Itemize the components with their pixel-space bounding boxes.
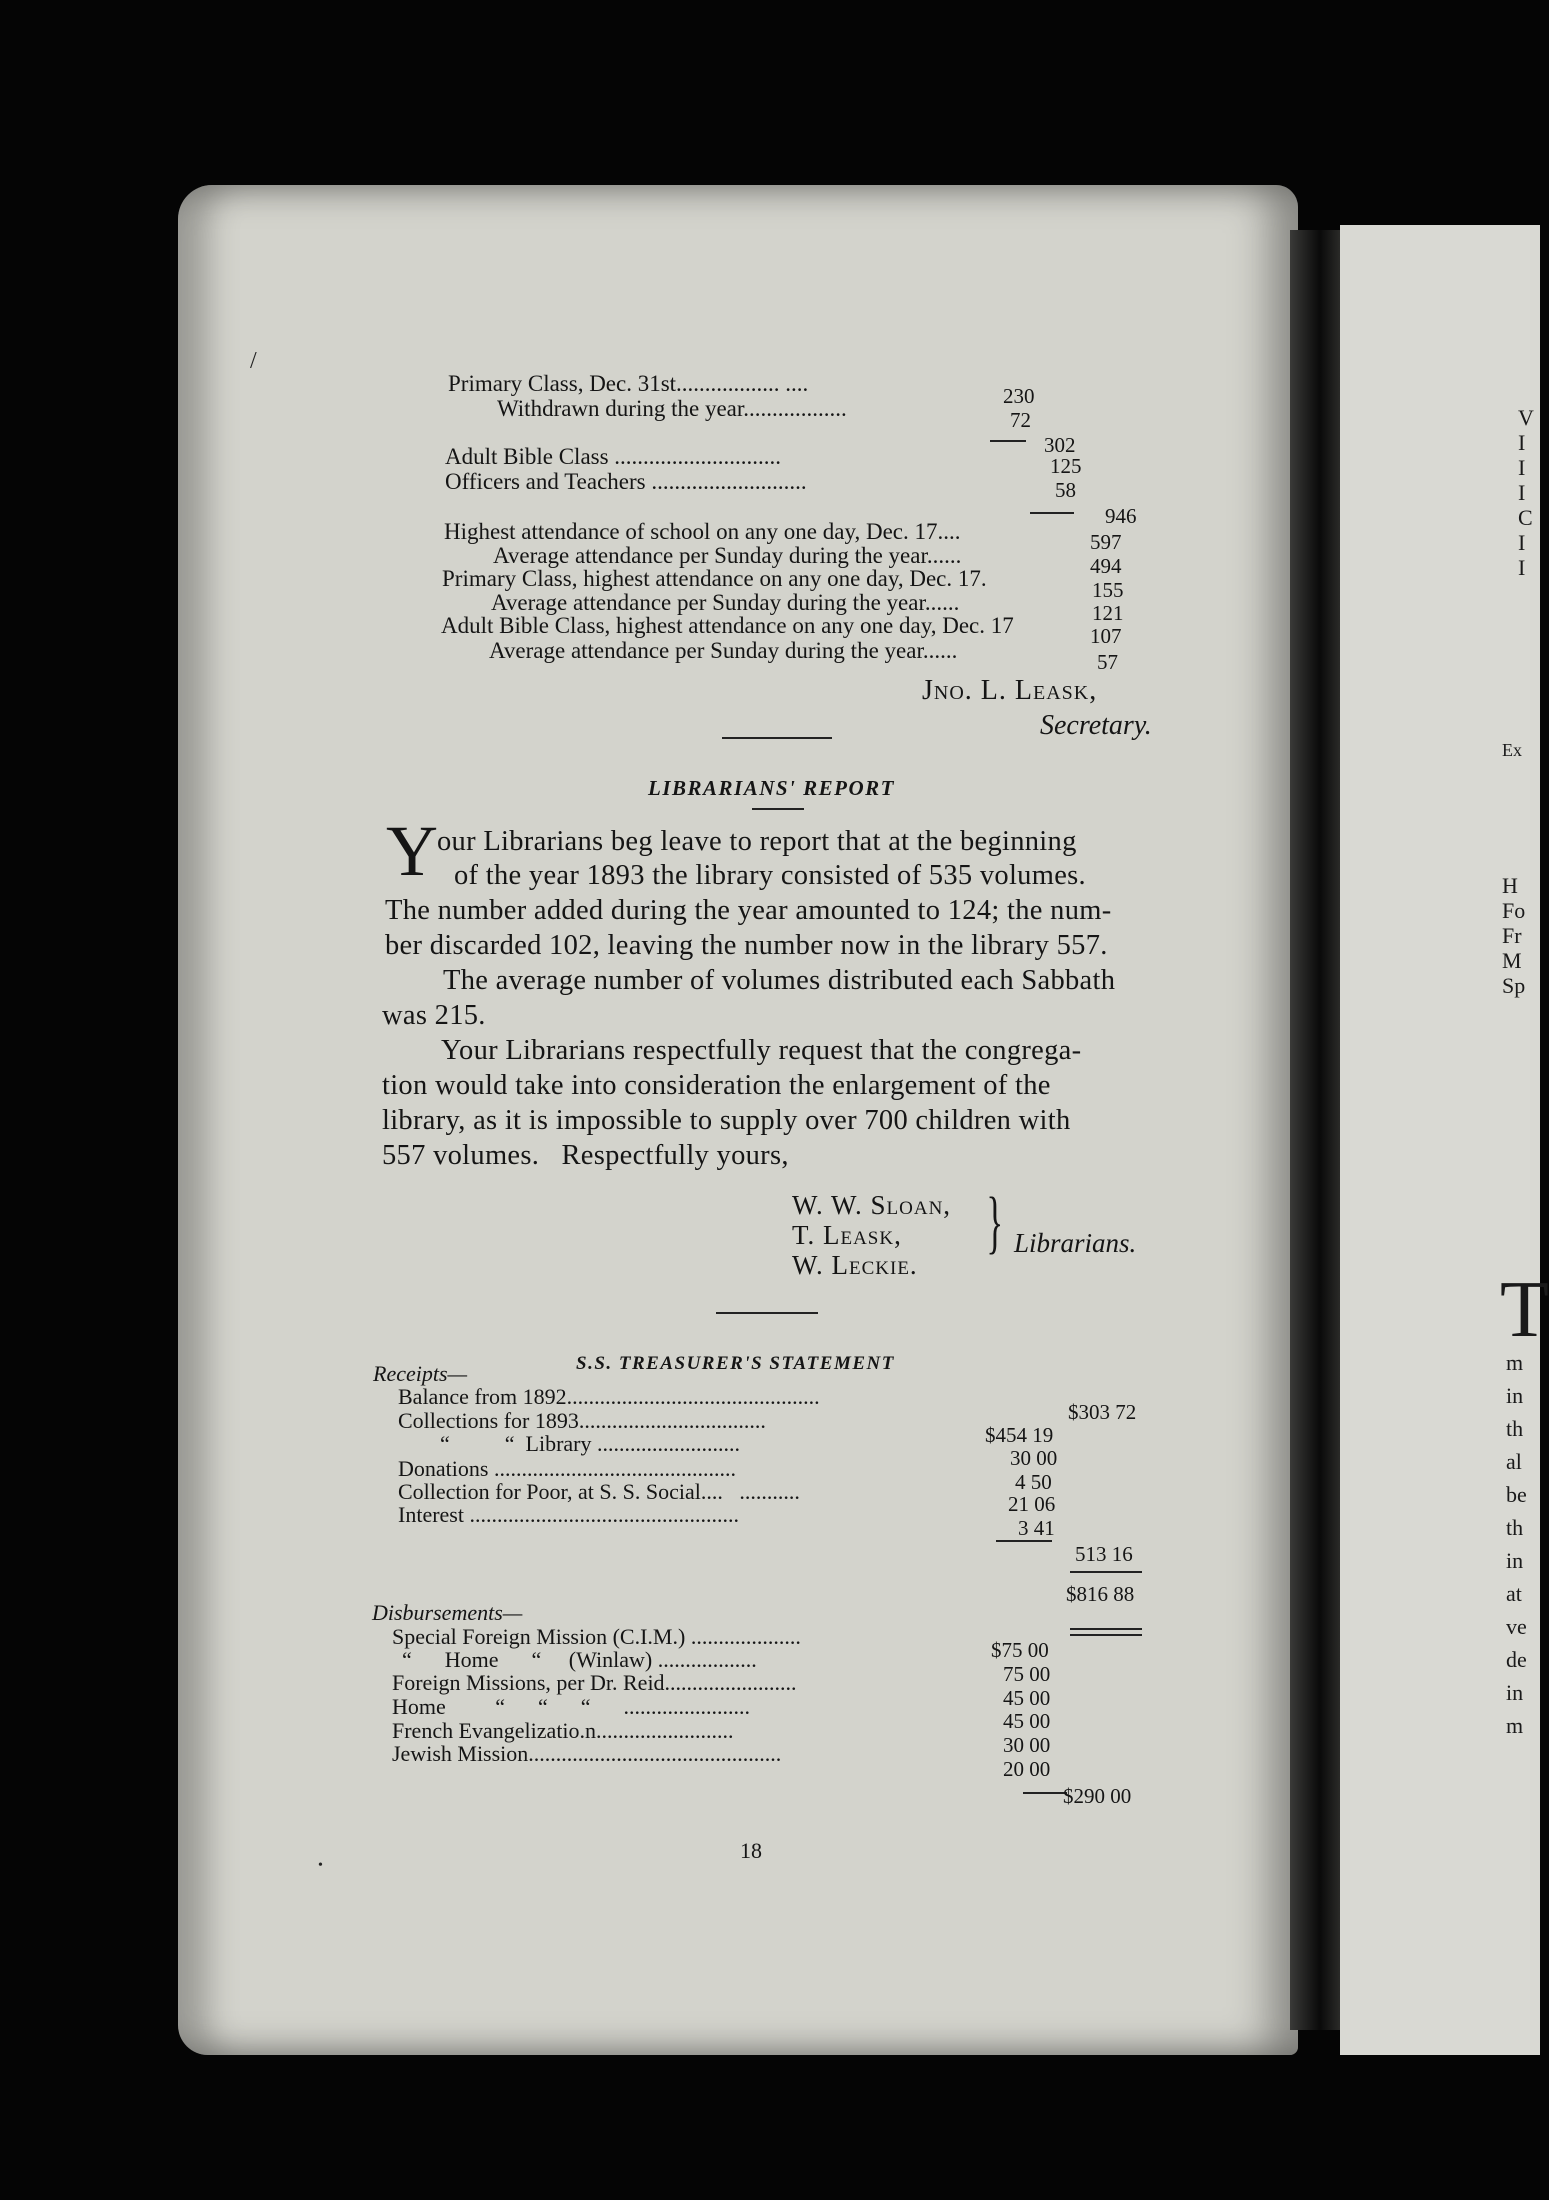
stat-value: 121 — [1092, 601, 1124, 625]
stat-value: 125 — [1050, 454, 1082, 478]
stat-label: Average attendance per Sunday during the year...... — [489, 638, 958, 663]
right-page-fragment: be — [1506, 1482, 1527, 1507]
librarian-signer: W. Leckie. — [792, 1250, 918, 1280]
stat-label: Adult Bible Class, highest attendance on any one day, Dec. 17 — [441, 613, 1014, 638]
paragraph-line: of the year 1893 the library consisted of 535 volumes. — [454, 860, 1086, 891]
double-rule — [1070, 1628, 1142, 1630]
receipt-label: Collection for Poor, at S. S. Social.... ........... — [398, 1479, 800, 1504]
right-page-fragment: in — [1506, 1548, 1524, 1573]
right-page-fragment: de — [1506, 1647, 1527, 1672]
right-page-fragment: th — [1506, 1515, 1524, 1540]
right-page-fragment: in — [1506, 1383, 1524, 1408]
stat-label: Withdrawn during the year.................. — [497, 396, 847, 421]
sum-rule — [990, 440, 1026, 442]
receipts-subtotal: 513 16 — [1075, 1542, 1133, 1566]
receipt-label: Donations ............................................ — [398, 1456, 736, 1481]
paragraph-line: library, as it is impossible to supply over 700 children with — [382, 1105, 1071, 1136]
disbursement-label: Special Foreign Mission (C.I.M.) .................... — [392, 1624, 801, 1649]
secretary-name: Jno. L. Leask, — [922, 675, 1098, 706]
disbursement-amount: 45 00 — [1003, 1686, 1051, 1710]
brace-bracket: } — [986, 1184, 1004, 1261]
disbursements-label: Disbursements— — [372, 1600, 523, 1625]
receipt-label: Balance from 1892.............................................. — [398, 1384, 820, 1409]
book-gutter — [1290, 230, 1340, 2030]
librarians-role: Librarians. — [1014, 1228, 1137, 1258]
stat-value: 597 — [1090, 530, 1122, 554]
paragraph-line: Your Librarians respectfully request that the congrega- — [441, 1035, 1082, 1066]
section-divider — [716, 1312, 818, 1314]
section-heading: S.S. TREASURER'S STATEMENT — [576, 1353, 895, 1374]
right-page-fragment: in — [1506, 1680, 1524, 1705]
pencil-mark: / — [250, 348, 257, 374]
right-page-fragment: at — [1506, 1581, 1522, 1606]
right-page — [1340, 225, 1549, 2055]
receipt-amount: 21 06 — [1008, 1492, 1056, 1516]
paragraph-line: was 215. — [382, 1000, 486, 1031]
receipt-amount: 30 00 — [1010, 1446, 1058, 1470]
section-divider — [722, 737, 832, 739]
stat-value: 72 — [1010, 408, 1031, 432]
receipt-total-amount: $303 72 — [1068, 1400, 1137, 1424]
right-page-fragment: Fr — [1502, 923, 1522, 948]
paragraph-line: The number added during the year amounted to 124; the num- — [385, 895, 1112, 926]
right-page-fragment: ve — [1506, 1614, 1527, 1639]
secretary-title: Secretary. — [1040, 710, 1152, 741]
right-page-dropcap: T — [1500, 1266, 1549, 1354]
disbursement-amount: 30 00 — [1003, 1733, 1051, 1757]
disbursement-amount: $75 00 — [991, 1638, 1049, 1662]
librarian-signer: T. Leask, — [792, 1220, 902, 1250]
stat-label: Average attendance per Sunday during the year...... — [493, 543, 962, 568]
right-page-fragment: V — [1518, 405, 1534, 430]
librarian-signer: W. W. Sloan, — [792, 1190, 952, 1220]
right-page-fragment: C — [1518, 505, 1533, 530]
stat-value: 58 — [1055, 478, 1076, 502]
right-page-fragment: m — [1506, 1713, 1524, 1738]
section-heading: LIBRARIANS' REPORT — [648, 776, 895, 800]
receipt-amount: $454 19 — [985, 1423, 1054, 1447]
disbursement-label: Jewish Mission.............................................. — [392, 1741, 782, 1766]
stat-label: Average attendance per Sunday during the year...... — [491, 590, 960, 615]
right-page-fragment: I — [1518, 555, 1526, 580]
subtotal-value: 946 — [1105, 504, 1137, 528]
stat-label: Primary Class, Dec. 31st.................. .... — [448, 371, 809, 396]
page-number: 18 — [740, 1838, 762, 1863]
subtotal-value: 302 — [1044, 433, 1076, 457]
disbursement-label: Home “ “ “ ....................... — [392, 1694, 751, 1719]
paragraph-line: our Librarians beg leave to report that at the beginning — [437, 826, 1077, 857]
receipts-total: $816 88 — [1066, 1582, 1135, 1606]
right-page-fragment: Ex — [1502, 740, 1522, 760]
right-page-fragment: Fo — [1502, 898, 1526, 923]
receipt-label: Interest ................................................. — [398, 1502, 739, 1527]
stat-value: 494 — [1090, 554, 1122, 578]
disbursements-total: $290 00 — [1063, 1784, 1132, 1808]
stat-label: Highest attendance of school on any one day, Dec. 17.... — [444, 519, 961, 544]
right-page-fragment: Sp — [1502, 973, 1526, 998]
receipt-amount: 4 50 — [1015, 1470, 1052, 1494]
stat-value: 230 — [1003, 384, 1035, 408]
sum-rule — [1070, 1571, 1142, 1573]
receipt-label: “ “ Library .......................... — [440, 1431, 740, 1456]
receipts-label: Receipts— — [373, 1361, 468, 1386]
right-page-fragment: th — [1506, 1416, 1524, 1441]
double-rule — [1070, 1634, 1142, 1636]
heading-underline — [752, 808, 804, 810]
stat-value: 155 — [1092, 578, 1124, 602]
paragraph-line: 557 volumes. Respectfully yours, — [382, 1140, 789, 1171]
paragraph-line: The average number of volumes distributed each Sabbath — [443, 965, 1116, 996]
disbursement-label: French Evangelizatio.n......................... — [392, 1718, 734, 1743]
right-page-fragment: m — [1506, 1350, 1524, 1375]
stat-value: 107 — [1090, 624, 1122, 648]
stat-label: Primary Class, highest attendance on any one day, Dec. 17. — [442, 566, 987, 591]
receipt-label: Collections for 1893.................................. — [398, 1408, 766, 1433]
drop-cap: Y — [386, 811, 438, 891]
stat-label: Officers and Teachers ........................... — [445, 469, 807, 494]
paragraph-line: tion would take into consideration the enlargement of the — [382, 1070, 1051, 1101]
disbursement-label: Foreign Missions, per Dr. Reid........................ — [392, 1670, 797, 1695]
right-page-fragment: M — [1502, 948, 1522, 973]
receipt-amount: 3 41 — [1018, 1516, 1055, 1540]
sum-rule — [996, 1540, 1052, 1542]
right-page-fragment: I — [1518, 480, 1526, 505]
stat-value: 57 — [1097, 650, 1118, 674]
right-page-fragment: I — [1518, 430, 1526, 455]
disbursement-amount: 75 00 — [1003, 1662, 1051, 1686]
sum-rule — [1030, 512, 1074, 514]
disbursement-label: “ Home “ (Winlaw) .................. — [402, 1647, 757, 1672]
stat-label: Adult Bible Class ............................. — [445, 444, 782, 469]
disbursement-amount: 20 00 — [1003, 1757, 1051, 1781]
right-page-fragment: I — [1518, 530, 1526, 555]
disbursement-amount: 45 00 — [1003, 1709, 1051, 1733]
right-page-fragment: al — [1506, 1449, 1522, 1474]
paragraph-line: ber discarded 102, leaving the number now in the library 557. — [385, 930, 1108, 961]
sum-rule — [1023, 1792, 1067, 1794]
right-page-fragment: H — [1502, 873, 1518, 898]
right-page-fragment: I — [1518, 455, 1526, 480]
speck-mark: • — [318, 1858, 323, 1873]
